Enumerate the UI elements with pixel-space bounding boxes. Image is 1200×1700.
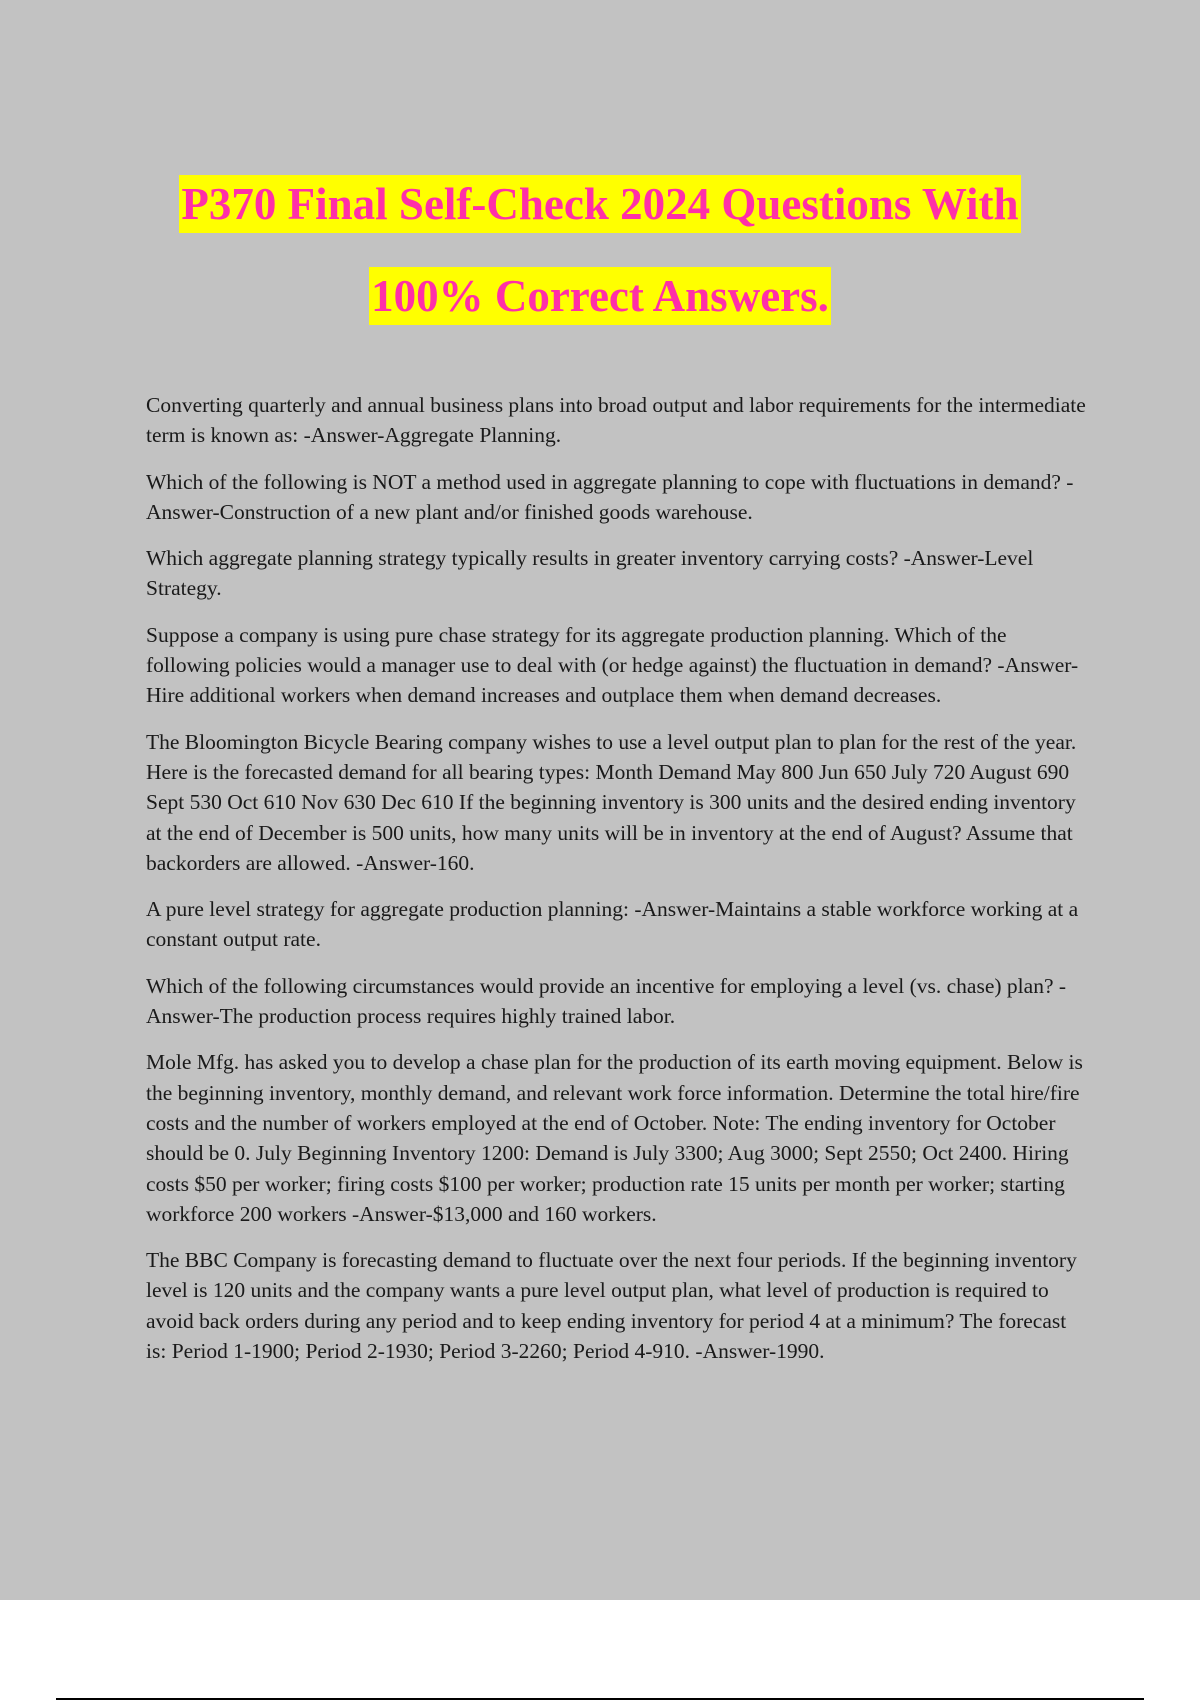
title-line-1 <box>0 158 1200 250</box>
question-answer-list <box>146 390 1086 1382</box>
qa-item-5: The Bloomington Bicycle Bearing company wishes to use a level output plan to plan for the rest of the year. Here is the forecasted demand for all bearing types: Month Demand May 800 Jun 650 July 720 August 690 Sept 530 Oct 610 Nov 630 Dec 610 If the beginning inventory is 300 units and the desired ending inventory at the end of December is 500 units, how many units will be in inventory at the end of August? Assume that backorders are allowed. -Answer-160. <box>146 729 1077 875</box>
qa-item-9: The BBC Company is forecasting demand to fluctuate over the next four periods. If the beginning inventory level is 120 units and the company wants a pure level output plan, what level of production is required to avoid back orders during any period and to keep ending inventory for period 4 at a minimum? The forecast is: Period 1-1900; Period 2-1930; Period 3-2260; Period 4-910. -Answer-1990. <box>146 1248 1077 1364</box>
qa-item-2: Which of the following is NOT a method used in aggregate planning to cope with fluctuations in demand? -Answer-Construction of a new plant and/or finished goods warehouse. <box>146 469 1074 524</box>
title-line-1-text: P370 Final Self-Check 2024 Questions With <box>179 175 1020 233</box>
document-title <box>0 158 1200 342</box>
title-line-2-text: 100% Correct Answers. <box>369 267 831 325</box>
qa-item-4: Suppose a company is using pure chase strategy for its aggregate production planning. Which of the following policies would a manager use to deal with (or hedge against) the fluctuation in demand? -Answer-Hire additional workers when demand increases and outplace them when demand decreases. <box>146 622 1079 708</box>
title-line-2 <box>0 250 1200 342</box>
qa-item-1: Converting quarterly and annual business plans into broad output and labor requirements for the intermediate term is known as: -Answer-Aggregate Planning. <box>146 393 1086 448</box>
qa-item-3: Which aggregate planning strategy typically results in greater inventory carrying costs? -Answer-Level Strategy. <box>146 546 1034 601</box>
qa-item-7: Which of the following circumstances would provide an incentive for employing a level (vs. chase) plan? -Answer-The production process requires highly trained labor. <box>146 973 1067 1029</box>
qa-item-6: A pure level strategy for aggregate production planning: -Answer-Maintains a stable workforce working at a constant output rate. <box>146 897 1079 952</box>
qa-item-8: Mole Mfg. has asked you to develop a chase plan for the production of its earth moving equipment. Below is the beginning inventory, monthly demand, and relevant work force information. Determine the total hire/fire costs and the number of workers employed at the end of October. Note: The ending inventory for October should be 0. July Beginning Inventory 1200: Demand is July 3300; Aug 3000; Sept 2550; Oct 2400. Hiring costs $50 per worker; firing costs $100 per worker; production rate 15 units per month per worker; starting workforce 200 workers -Answer-$13,000 and 160 workers. <box>146 1050 1083 1226</box>
